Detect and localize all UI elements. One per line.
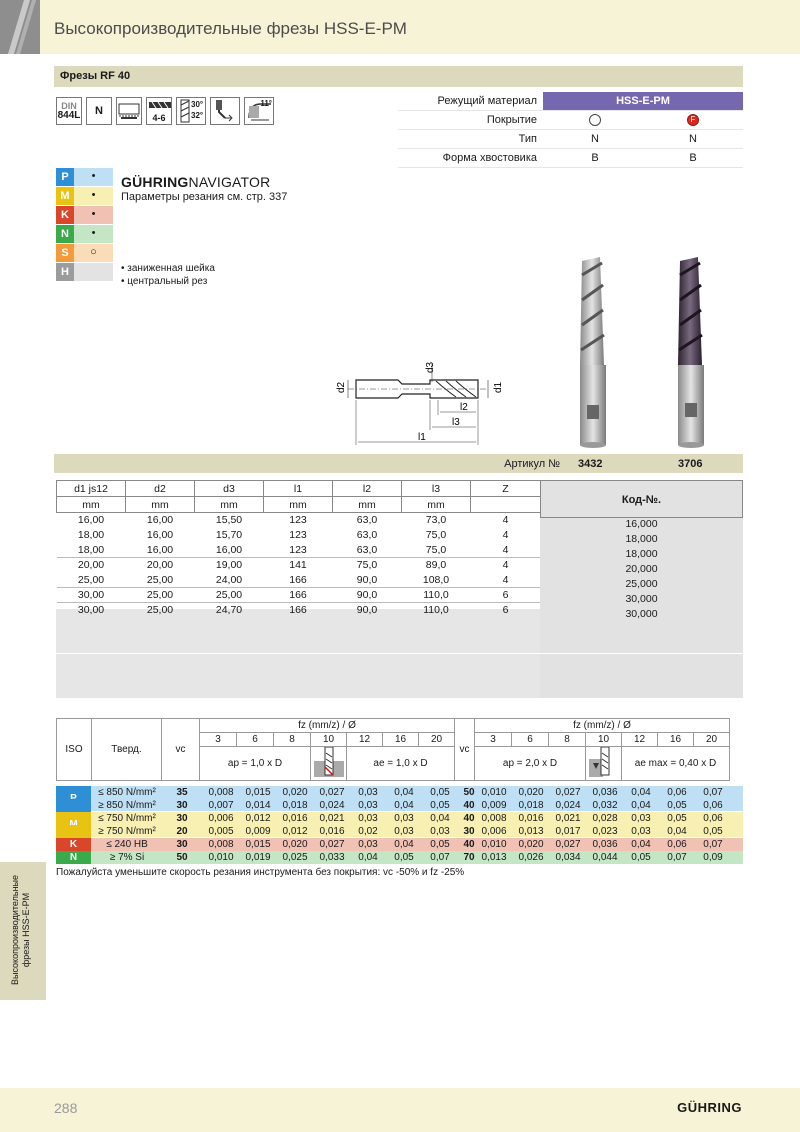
- fz-value: 0,03: [358, 839, 378, 850]
- fz-value: 0,024: [555, 800, 581, 811]
- iso-row-n: [56, 225, 113, 244]
- fz-value: 0,025: [282, 852, 308, 863]
- diameter-header: 12: [347, 733, 383, 747]
- cutting-row: [56, 851, 743, 864]
- fz-value: 0,032: [592, 800, 618, 811]
- vc-value: 40: [463, 839, 475, 850]
- header-logo-mark: [0, 0, 40, 54]
- table-cell: 90,0: [333, 588, 402, 603]
- spec-icons: [56, 97, 274, 125]
- fz-value: 0,03: [631, 826, 651, 837]
- fz-value: 0,02: [358, 826, 378, 837]
- table-cell: 24,70: [195, 603, 264, 618]
- table-cell: 89,0: [402, 558, 471, 573]
- cutting-params-table: [56, 718, 730, 781]
- flute-count-icon: 4-6: [146, 97, 172, 125]
- material-label: Режущий материал: [437, 95, 537, 107]
- fz-value: 0,05: [703, 826, 723, 837]
- material-value: HSS-E-PM: [543, 92, 743, 110]
- iso-row-m: [56, 187, 113, 206]
- tool-photos: [560, 255, 720, 453]
- dim-l1-label: l1: [418, 432, 426, 443]
- vc-value: 30: [463, 826, 475, 837]
- dim-unit: mm: [57, 497, 126, 513]
- table-row: [57, 573, 541, 588]
- table-row: [57, 603, 541, 618]
- code-value: 18,000: [625, 533, 658, 545]
- fz-value: 0,04: [430, 813, 450, 824]
- fz-value: 0,027: [555, 839, 581, 850]
- table-cell: 110,0: [402, 603, 471, 618]
- table-cell: 4: [502, 529, 509, 541]
- shank-form-icon: [116, 97, 142, 125]
- diameter-header: 8: [274, 733, 311, 747]
- table-cell: 75,0: [425, 543, 447, 556]
- section-bar: [54, 66, 743, 87]
- iso-code: N: [56, 851, 91, 864]
- suitability-mark: [74, 263, 113, 281]
- fz-header-right: fz (mm/z) / Ø: [475, 719, 730, 733]
- fz-value: 0,03: [631, 813, 651, 824]
- fz-value: 0,05: [394, 852, 414, 863]
- table-row: [57, 528, 541, 543]
- dim-l2-label: l2: [460, 402, 468, 413]
- dim-header: d2: [126, 481, 195, 497]
- tool-properties: [398, 92, 743, 168]
- side-tab[interactable]: [0, 862, 46, 1000]
- table-cell: 4: [502, 514, 509, 527]
- table-cell: 123: [289, 543, 307, 556]
- fz-value: 0,05: [430, 839, 450, 850]
- diameter-header: 12: [622, 733, 658, 747]
- shank-label: Форма хвостовика: [442, 152, 537, 164]
- fz-value: 0,04: [394, 787, 414, 798]
- fz-value: 0,008: [481, 813, 507, 824]
- article-label: Артикул №: [504, 458, 560, 470]
- fz-value: 0,024: [319, 800, 345, 811]
- iso-material-list: [56, 168, 113, 282]
- fz-header-left: fz (mm/z) / Ø: [200, 719, 455, 733]
- fz-value: 0,05: [667, 800, 687, 811]
- fz-value: 0,033: [319, 852, 345, 863]
- iso-code: N: [56, 225, 74, 243]
- fz-value: 0,05: [430, 787, 450, 798]
- table-cell: 63,0: [356, 514, 378, 527]
- ap-right: ap = 2,0 x D: [475, 747, 586, 781]
- table-cell: 108,0: [422, 573, 450, 586]
- fz-value: 0,010: [208, 852, 234, 863]
- suitability-mark: •: [91, 208, 96, 220]
- fz-value: 0,07: [430, 852, 450, 863]
- fz-value: 0,014: [245, 800, 271, 811]
- suitability-mark: ○: [90, 246, 97, 258]
- iso-code: [56, 812, 91, 825]
- dim-header: l3: [402, 481, 471, 497]
- diameter-header: 20: [419, 733, 455, 747]
- fz-value: 0,020: [282, 787, 308, 798]
- uncoated-tool-image: [580, 257, 606, 448]
- code-value: 25,000: [625, 578, 658, 590]
- fz-value: 0,027: [555, 787, 581, 798]
- material-row: [398, 92, 743, 111]
- navigator-logo: GÜHRINGNAVIGATOR: [121, 174, 271, 190]
- diameter-header: 6: [237, 733, 274, 747]
- fz-value: 0,036: [592, 787, 618, 798]
- vc-value: 30: [176, 839, 188, 850]
- table-cell: 16,00: [215, 543, 243, 556]
- dim-d2-label: d2: [336, 381, 347, 393]
- table-cell: 15,70: [215, 529, 243, 541]
- table-cell: 16,00: [146, 529, 174, 541]
- section-title: Фрезы RF 40: [60, 70, 131, 82]
- table-cell: 166: [289, 573, 307, 586]
- vc-value: 30: [176, 800, 188, 811]
- diameter-header: 3: [200, 733, 237, 747]
- table-cell: 25,00: [126, 603, 195, 618]
- fz-value: 0,06: [667, 787, 687, 798]
- table-row: [57, 543, 541, 558]
- iso-row-h: [56, 263, 113, 282]
- fz-value: 0,027: [319, 787, 345, 798]
- diameter-header: 3: [475, 733, 512, 747]
- fz-value: 0,020: [518, 839, 544, 850]
- fz-value: 0,04: [394, 839, 414, 850]
- diameter-header: 6: [512, 733, 549, 747]
- cutting-row: [56, 825, 743, 838]
- table-cell: 16,00: [146, 514, 174, 527]
- shank-value-2: B: [689, 152, 697, 164]
- hardness-header: Тверд.: [92, 719, 162, 781]
- vc-header: vc: [162, 719, 200, 781]
- dim-header: d1 js12: [57, 481, 126, 497]
- vc-value: 40: [463, 800, 475, 811]
- dim-header: Z: [471, 481, 541, 497]
- iso-row-p: [56, 168, 113, 187]
- fz-value: 0,018: [518, 800, 544, 811]
- hardness-value: ≤ 850 N/mm²: [98, 787, 156, 798]
- table-cell: 75,0: [333, 558, 402, 573]
- table-row: [57, 513, 541, 528]
- table-cell: 110,0: [402, 588, 471, 603]
- page-number: 288: [54, 1100, 78, 1116]
- fz-value: 0,03: [358, 787, 378, 798]
- fz-value: 0,023: [592, 826, 618, 837]
- fz-value: 0,005: [208, 826, 234, 837]
- code-value: 30,000: [625, 608, 658, 620]
- table-cell: 6: [471, 603, 541, 618]
- coating-none-icon: [580, 114, 610, 126]
- side-tab-label: Высокопроизводительные фрезы HSS-E-PM: [10, 874, 31, 986]
- fz-value: 0,07: [703, 787, 723, 798]
- cutting-row: [56, 799, 743, 812]
- table-cell: 90,0: [356, 573, 378, 586]
- dim-l3-label: l3: [452, 417, 460, 428]
- iso-header: ISO: [57, 719, 92, 781]
- table-cell: 20,00: [126, 558, 195, 573]
- diameter-header: 16: [658, 733, 694, 747]
- code-value: 16,000: [625, 518, 658, 530]
- table-cell: 123: [289, 529, 307, 541]
- dim-unit: mm: [264, 497, 333, 513]
- hardness-value: ≥ 850 N/mm²: [98, 800, 156, 811]
- table-cell: 25,00: [126, 588, 195, 603]
- table-cell: 75,0: [425, 529, 447, 541]
- slot-milling-icon: [311, 747, 347, 781]
- iso-code: [56, 786, 91, 799]
- table-cell: 4: [502, 573, 509, 586]
- type-value-1: N: [591, 133, 599, 145]
- dim-header: l2: [333, 481, 402, 497]
- fz-value: 0,04: [631, 800, 651, 811]
- dim-unit: mm: [126, 497, 195, 513]
- cutting-row: [56, 838, 743, 851]
- table-cell: 4: [502, 543, 509, 556]
- table-cell: 25,00: [195, 588, 264, 603]
- fz-value: 0,034: [555, 852, 581, 863]
- fz-value: 0,028: [592, 813, 618, 824]
- fz-value: 0,07: [667, 852, 687, 863]
- page-title: Высокопроизводительные фрезы HSS-E-PM: [54, 19, 407, 38]
- iso-code: [56, 825, 91, 838]
- fz-value: 0,03: [358, 813, 378, 824]
- side-milling-icon: [586, 747, 622, 781]
- table-row: [57, 588, 541, 603]
- fz-value: 0,013: [518, 826, 544, 837]
- dim-unit: mm: [402, 497, 471, 513]
- fz-value: 0,044: [592, 852, 618, 863]
- hardness-value: ≤ 750 N/mm²: [98, 813, 156, 824]
- cutting-row: [56, 786, 743, 799]
- dimension-table: [56, 480, 541, 618]
- dim-unit: mm: [195, 497, 264, 513]
- table-cell: 30,00: [57, 603, 126, 618]
- fz-value: 0,020: [282, 839, 308, 850]
- type-n-icon: N: [86, 97, 112, 125]
- article-bar: [54, 454, 743, 473]
- technical-drawing: [328, 360, 508, 453]
- vc-value: 20: [176, 826, 188, 837]
- suitability-mark: •: [91, 170, 96, 182]
- coating-f-icon: F: [678, 114, 708, 126]
- fz-value: 0,021: [319, 813, 345, 824]
- fz-value: 0,019: [245, 852, 271, 863]
- table-cell: 6: [471, 588, 541, 603]
- ae-right: ae max = 0,40 x D: [622, 747, 730, 781]
- helix-angle-icon: 30° 32°: [176, 97, 206, 125]
- table-cell: 25,00: [146, 573, 174, 586]
- coated-tool-image: [678, 257, 704, 448]
- center-cut-icon: [210, 97, 240, 125]
- table-cell: 24,00: [215, 573, 243, 586]
- iso-code: S: [56, 244, 74, 262]
- coating-label: Покрытие: [486, 114, 537, 126]
- fz-value: 0,006: [208, 813, 234, 824]
- table-cell: 16,00: [146, 543, 174, 556]
- fz-value: 0,04: [631, 839, 651, 850]
- code-value: 20,000: [625, 563, 658, 575]
- table-cell: 20,00: [57, 558, 126, 573]
- dim-d3-label: d3: [425, 361, 436, 373]
- suitability-mark: •: [91, 227, 96, 239]
- dim-unit: mm: [333, 497, 402, 513]
- diameter-header: 8: [549, 733, 586, 747]
- table-cell: 18,00: [77, 543, 105, 556]
- hardness-value: ≥ 7% Si: [109, 852, 145, 863]
- type-row: [398, 130, 743, 149]
- fz-value: 0,016: [282, 813, 308, 824]
- fz-value: 0,010: [481, 787, 507, 798]
- fz-value: 0,026: [518, 852, 544, 863]
- vc-value: 30: [176, 813, 188, 824]
- code-column: [540, 480, 743, 698]
- fz-value: 0,03: [430, 826, 450, 837]
- fz-value: 0,04: [394, 800, 414, 811]
- fz-value: 0,05: [631, 852, 651, 863]
- vc-value: 40: [463, 813, 475, 824]
- fz-value: 0,015: [245, 787, 271, 798]
- feature-list: [121, 262, 215, 288]
- fz-value: 0,021: [555, 813, 581, 824]
- article-3432: 3432: [578, 458, 603, 470]
- iso-code: M: [56, 187, 74, 205]
- suitability-mark: •: [91, 189, 96, 201]
- ap-left: ap = 1,0 x D: [200, 747, 311, 781]
- article-3706: 3706: [678, 458, 703, 470]
- iso-row-s: [56, 244, 113, 263]
- iso-code: K: [56, 838, 91, 851]
- fz-value: 0,03: [358, 800, 378, 811]
- fz-value: 0,09: [703, 852, 723, 863]
- vc-value: 50: [176, 852, 188, 863]
- vc-value: 35: [176, 787, 188, 798]
- table-cell: 19,00: [195, 558, 264, 573]
- fz-value: 0,009: [481, 800, 507, 811]
- fz-value: 0,016: [518, 813, 544, 824]
- fz-value: 0,013: [481, 852, 507, 863]
- fz-value: 0,05: [667, 813, 687, 824]
- shank-row: [398, 149, 743, 168]
- table-cell: 16,00: [77, 514, 105, 527]
- code-value: 30,000: [625, 593, 658, 605]
- fz-value: 0,008: [208, 787, 234, 798]
- fz-value: 0,036: [592, 839, 618, 850]
- fz-value: 0,020: [518, 787, 544, 798]
- dim-d1-label: d1: [493, 381, 504, 393]
- feature-item: • центральный рез: [121, 276, 208, 287]
- table-cell: 63,0: [356, 529, 378, 541]
- fz-value: 0,03: [394, 813, 414, 824]
- fz-value: 0,018: [282, 800, 308, 811]
- fz-value: 0,04: [667, 826, 687, 837]
- coating-row: [398, 111, 743, 130]
- fz-value: 0,027: [319, 839, 345, 850]
- iso-code: K: [56, 206, 74, 224]
- diameter-header: 10: [586, 733, 622, 747]
- din-standard-icon: DIN 844L: [56, 97, 82, 125]
- fz-value: 0,016: [319, 826, 345, 837]
- code-header: Код-№.: [540, 480, 743, 518]
- diameter-header: 20: [694, 733, 730, 747]
- table-divider: [56, 653, 743, 654]
- dim-unit: [471, 497, 541, 513]
- table-cell: 63,0: [356, 543, 378, 556]
- fz-value: 0,015: [245, 839, 271, 850]
- vc-header-right: vc: [455, 719, 475, 781]
- iso-code: P: [56, 168, 74, 186]
- fz-value: 0,06: [703, 813, 723, 824]
- fz-value: 0,012: [282, 826, 308, 837]
- table-cell: 166: [264, 588, 333, 603]
- vc-value: 70: [463, 852, 475, 863]
- hardness-value: ≥ 750 N/mm²: [98, 826, 156, 837]
- code-value: 18,000: [625, 548, 658, 560]
- fz-value: 0,006: [481, 826, 507, 837]
- clearance-angle-icon: 11°: [244, 97, 274, 125]
- dim-header: l1: [264, 481, 333, 497]
- table-cell: 141: [264, 558, 333, 573]
- fz-value: 0,007: [208, 800, 234, 811]
- diameter-header: 10: [311, 733, 347, 747]
- page-header: [0, 0, 800, 54]
- fz-value: 0,07: [703, 839, 723, 850]
- page-footer: [0, 1088, 800, 1132]
- feature-item: • заниженная шейка: [121, 263, 215, 274]
- type-value-2: N: [689, 133, 697, 145]
- footnote: Пожалуйста уменьшите скорость резания инструмента без покрытия: vc -50% и fz -25%: [56, 867, 465, 878]
- fz-value: 0,06: [667, 839, 687, 850]
- table-cell: 25,00: [77, 573, 105, 586]
- type-label: Тип: [518, 133, 537, 145]
- fz-value: 0,04: [631, 787, 651, 798]
- fz-value: 0,05: [430, 800, 450, 811]
- iso-row-k: [56, 206, 113, 225]
- table-cell: 15,50: [215, 514, 243, 527]
- table-cell: 18,00: [77, 529, 105, 541]
- cutting-row: [56, 812, 743, 825]
- navigator-text: Параметры резания см. стр. 337: [121, 191, 288, 203]
- shank-value-1: B: [591, 152, 599, 164]
- iso-code: H: [56, 263, 74, 281]
- footer-brand-logo: GÜHRING: [677, 1100, 742, 1115]
- table-row: [57, 558, 541, 573]
- table-cell: 90,0: [333, 603, 402, 618]
- fz-value: 0,017: [555, 826, 581, 837]
- fz-value: 0,012: [245, 813, 271, 824]
- table-cell: 166: [264, 603, 333, 618]
- iso-code: [56, 799, 91, 812]
- fz-value: 0,03: [394, 826, 414, 837]
- ae-left: ae = 1,0 x D: [347, 747, 455, 781]
- table-cell: 73,0: [425, 514, 447, 527]
- dim-header: d3: [195, 481, 264, 497]
- fz-value: 0,008: [208, 839, 234, 850]
- vc-value: 50: [463, 787, 475, 798]
- table-cell: 4: [471, 558, 541, 573]
- table-cell: 30,00: [57, 588, 126, 603]
- fz-value: 0,009: [245, 826, 271, 837]
- fz-value: 0,04: [358, 852, 378, 863]
- fz-value: 0,06: [703, 800, 723, 811]
- hardness-value: ≤ 240 HB: [106, 839, 148, 850]
- diameter-header: 16: [383, 733, 419, 747]
- table-cell: 123: [289, 514, 307, 527]
- fz-value: 0,010: [481, 839, 507, 850]
